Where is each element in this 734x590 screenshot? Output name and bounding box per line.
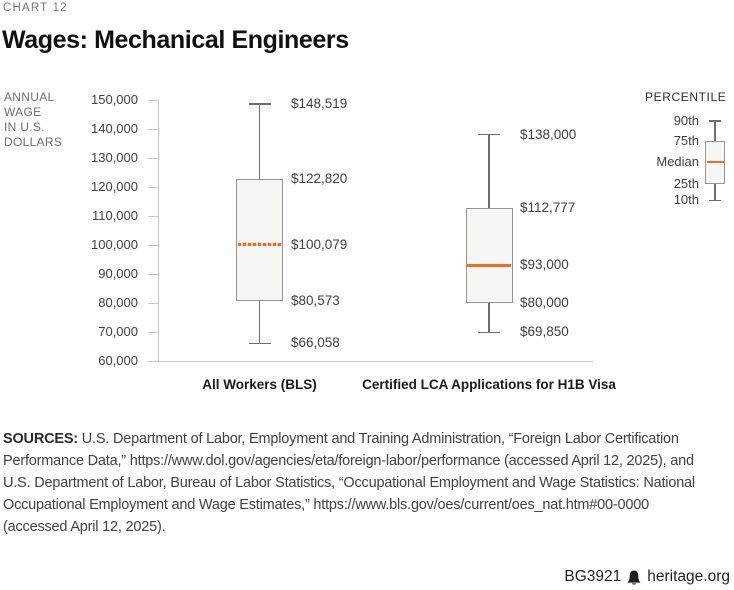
whisker-cap-bottom — [249, 343, 271, 345]
sources-note — [3, 428, 733, 538]
sources-line: Occupational Employment and Wage Estimates,” https://www.bls.gov/oes/current/oes_nat.htm#00-0000 — [3, 497, 649, 513]
y-tick-mark — [148, 187, 158, 188]
chart-title: Wages: Mechanical Engineers — [2, 26, 349, 54]
category-label: All Workers (BLS) — [202, 377, 317, 392]
y-axis-line — [158, 100, 159, 361]
legend-label: 10th — [673, 192, 699, 207]
sources-line: (accessed April 12, 2025). — [3, 519, 166, 535]
y-tick-label: 90,000 — [98, 266, 138, 281]
y-axis-title-line: ANNUAL — [4, 90, 55, 104]
y-tick-mark — [148, 100, 158, 101]
y-tick-label: 110,000 — [91, 208, 138, 223]
y-tick-mark — [148, 303, 158, 304]
x-axis-baseline — [158, 361, 593, 362]
value-label: $66,058 — [291, 335, 340, 351]
y-tick-mark — [148, 274, 158, 275]
value-label: $112,777 — [520, 199, 576, 215]
legend-label: 25th — [673, 176, 699, 191]
value-label: $122,820 — [291, 170, 348, 186]
footer — [564, 568, 730, 586]
footer-doc-id: BG3921 — [564, 568, 622, 585]
value-label: $93,000 — [520, 257, 569, 273]
category-label: Certified LCA Applications for H1B Visa — [362, 377, 616, 392]
whisker-cap-top — [478, 134, 500, 136]
legend-title: PERCENTILE — [645, 90, 727, 104]
y-tick-mark — [148, 158, 158, 159]
legend-label: 75th — [673, 133, 699, 148]
y-tick-label: 120,000 — [91, 179, 138, 194]
sources-label: SOURCES: — [3, 431, 78, 447]
chart-number: CHART 12 — [3, 2, 68, 14]
legend-label: Median — [656, 154, 699, 169]
boxplot-box — [236, 179, 283, 302]
y-tick-label: 100,000 — [91, 237, 138, 252]
y-tick-label: 140,000 — [91, 121, 138, 136]
y-tick-mark — [148, 332, 158, 333]
legend-whisker-cap-bottom — [709, 200, 721, 202]
value-label: $138,000 — [520, 126, 577, 142]
legend-label: 90th — [673, 113, 699, 128]
y-tick-mark — [148, 216, 158, 217]
y-tick-mark — [148, 245, 158, 246]
footer-site: heritage.org — [647, 568, 730, 585]
y-tick-label: 70,000 — [98, 324, 138, 339]
heritage-bell-icon — [627, 570, 641, 585]
y-axis-title-line: DOLLARS — [4, 135, 63, 149]
y-tick-mark — [148, 361, 158, 362]
y-axis-title-line: WAGE — [4, 105, 42, 119]
value-label: $80,000 — [520, 295, 569, 310]
whisker-cap-top — [249, 103, 271, 105]
y-axis-title-line: IN U.S. — [4, 120, 45, 134]
median-line — [238, 243, 282, 246]
value-label: $100,079 — [291, 236, 348, 252]
y-tick-label: 60,000 — [98, 353, 138, 368]
value-label: $80,573 — [291, 293, 340, 309]
y-tick-label: 150,000 — [91, 92, 138, 107]
sources-line: U.S. Department of Labor, Bureau of Labor Statistics, “Occupational Employment and Wage Statistics: National — [3, 475, 695, 491]
legend-whisker-cap-top — [709, 120, 721, 122]
whisker-cap-bottom — [478, 332, 500, 334]
y-tick-mark — [148, 129, 158, 130]
value-label: $148,519 — [291, 96, 348, 112]
y-tick-label: 130,000 — [91, 150, 138, 165]
y-tick-label: 80,000 — [98, 295, 138, 310]
median-line — [467, 264, 511, 267]
boxplot-box — [466, 208, 513, 303]
sources-line: Performance Data,” https://www.dol.gov/agencies/eta/foreign-labor/performance (accessed April 12, 2025), and — [3, 453, 694, 469]
sources-line: SOURCES: U.S. Department of Labor, Employment and Training Administration, “Foreign Labor Certification — [3, 431, 679, 447]
value-label: $69,850 — [520, 324, 569, 340]
legend-median-line — [707, 161, 724, 164]
